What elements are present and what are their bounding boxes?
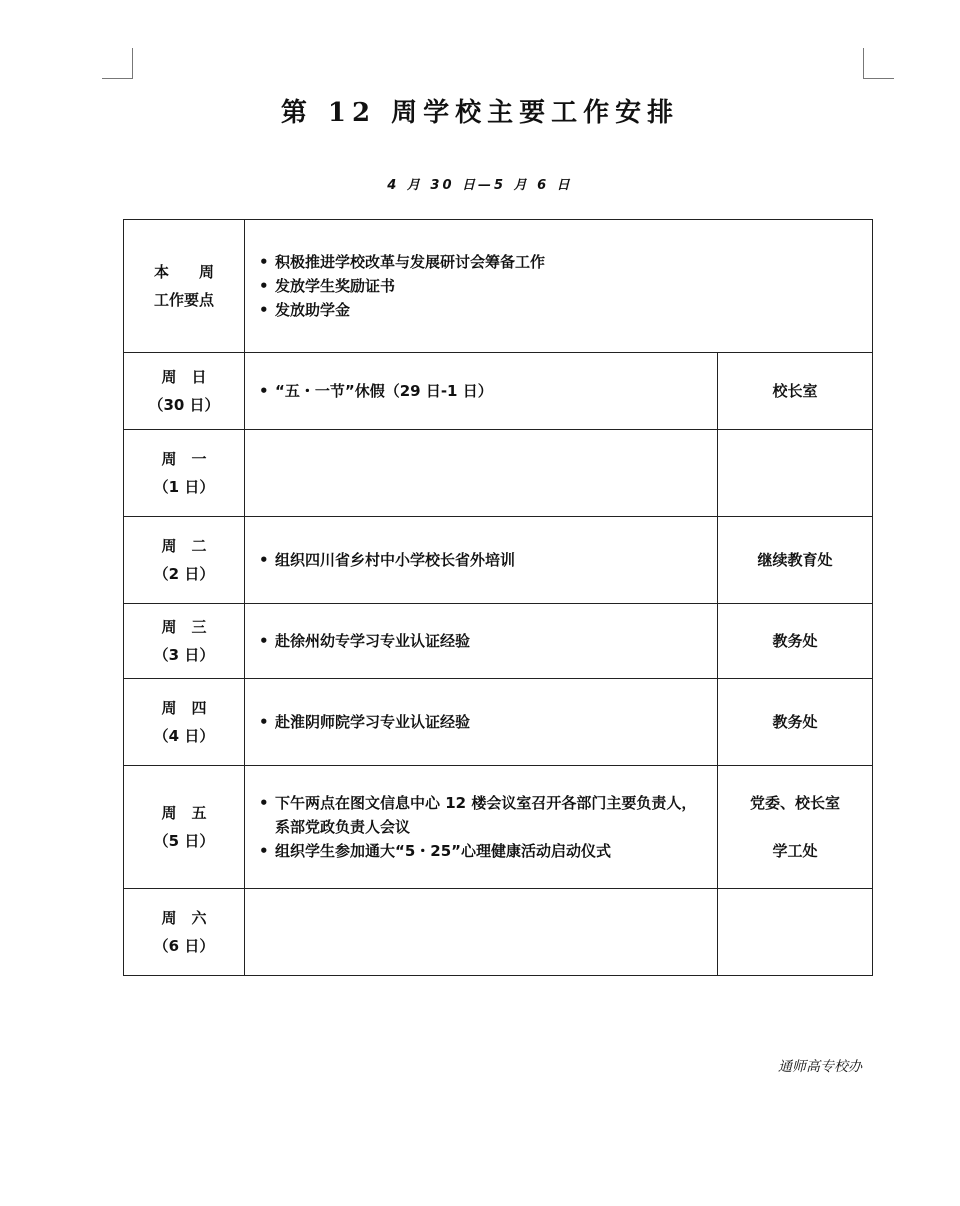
day-cell xyxy=(124,353,245,430)
department-name: 教务处 xyxy=(772,632,818,650)
summary-item: • 发放助学金 xyxy=(259,298,858,322)
page-corner-mark-top-right xyxy=(863,48,894,79)
day-date: （2 日） xyxy=(153,565,215,583)
day-name: 周 三 xyxy=(161,618,207,636)
day-date: （6 日） xyxy=(153,937,215,955)
department-cell xyxy=(718,889,873,976)
task-cell xyxy=(245,766,718,889)
department-cell xyxy=(718,766,873,889)
issuer-signature: 通师高专校办 xyxy=(778,1059,862,1075)
summary-label-line2: 工作要点 xyxy=(153,291,214,309)
date-range: 4 月 30 日—5 月 6 日 xyxy=(387,178,573,193)
task-item: • 组织学生参加通大“5・25”心理健康活动启动仪式 xyxy=(259,839,703,863)
task-cell xyxy=(245,430,718,517)
department-cell xyxy=(718,430,873,517)
task-item: • 组织四川省乡村中小学校长省外培训 xyxy=(259,548,703,572)
day-date: （5 日） xyxy=(153,832,215,850)
department-cell xyxy=(718,604,873,679)
day-cell xyxy=(124,889,245,976)
day-name: 周 日 xyxy=(161,368,207,386)
task-item: • 下午两点在图文信息中心 12 楼会议室召开各部门主要负责人，系部党政负责人会议 xyxy=(259,791,703,839)
summary-content xyxy=(245,220,873,353)
summary-label-line1: 本 周 xyxy=(153,263,214,281)
department-name: 校长室 xyxy=(772,382,818,400)
task-cell xyxy=(245,353,718,430)
day-row-thursday xyxy=(124,679,873,766)
summary-row xyxy=(124,220,873,353)
day-row-friday xyxy=(124,766,873,889)
day-row-tuesday xyxy=(124,517,873,604)
day-name: 周 五 xyxy=(161,804,207,822)
day-row-saturday xyxy=(124,889,873,976)
task-cell xyxy=(245,679,718,766)
day-name: 周 六 xyxy=(161,909,207,927)
task-item: • 赴徐州幼专学习专业认证经验 xyxy=(259,629,703,653)
day-cell xyxy=(124,517,245,604)
task-cell xyxy=(245,889,718,976)
task-item: • 赴淮阴师院学习专业认证经验 xyxy=(259,710,703,734)
day-date: （4 日） xyxy=(153,727,215,745)
department-name: 教务处 xyxy=(772,713,818,731)
department-name: 党委、校长室 xyxy=(749,794,840,812)
task-cell xyxy=(245,604,718,679)
day-cell xyxy=(124,679,245,766)
day-date: （30 日） xyxy=(148,396,220,414)
schedule-table xyxy=(123,219,873,976)
task-item: • “五・一节”休假（29 日-1 日） xyxy=(259,379,703,403)
day-row-wednesday xyxy=(124,604,873,679)
page-corner-mark-top-left xyxy=(102,48,133,79)
day-name: 周 二 xyxy=(161,537,207,555)
department-name: 继续教育处 xyxy=(757,551,833,569)
day-name: 周 四 xyxy=(161,699,207,717)
day-name: 周 一 xyxy=(161,450,207,468)
day-date: （1 日） xyxy=(153,478,215,496)
summary-item: • 积极推进学校改革与发展研讨会筹备工作 xyxy=(259,250,858,274)
task-cell xyxy=(245,517,718,604)
day-cell xyxy=(124,604,245,679)
summary-label xyxy=(124,220,245,353)
day-row-monday xyxy=(124,430,873,517)
day-date: （3 日） xyxy=(153,646,215,664)
day-cell xyxy=(124,430,245,517)
day-cell xyxy=(124,766,245,889)
department-name: 学工处 xyxy=(772,842,818,860)
day-row-sunday xyxy=(124,353,873,430)
department-cell xyxy=(718,517,873,604)
department-cell xyxy=(718,679,873,766)
summary-item: • 发放学生奖励证书 xyxy=(259,274,858,298)
page-title: 第 12 周学校主要工作安排 xyxy=(280,98,680,128)
department-cell xyxy=(718,353,873,430)
